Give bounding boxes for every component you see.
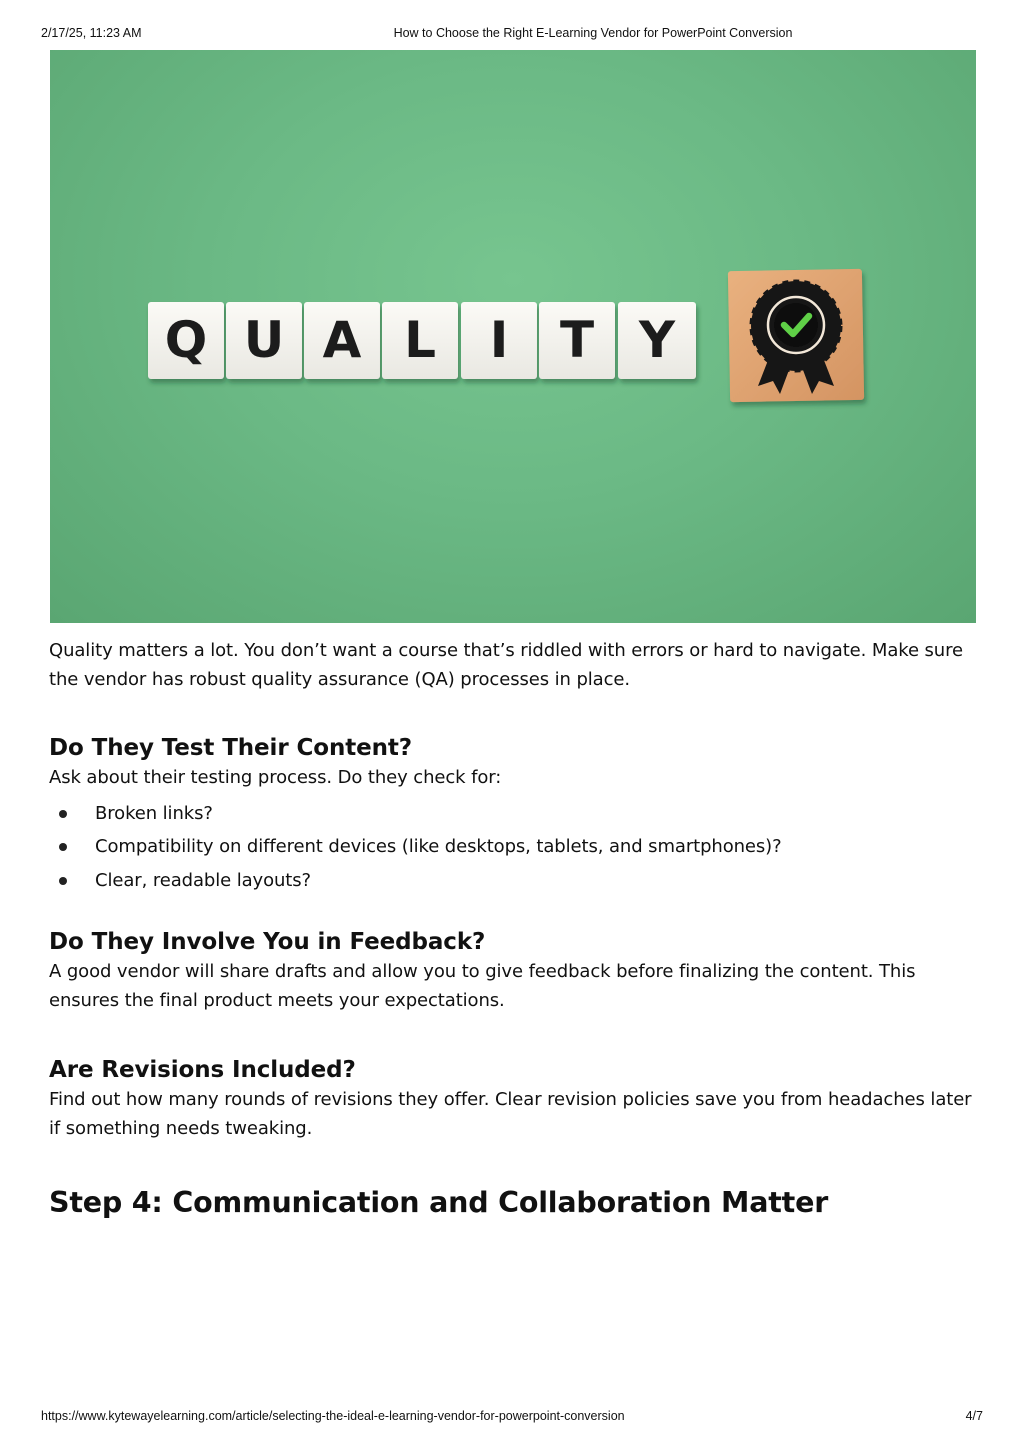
page-number: 4/7: [965, 1409, 983, 1423]
tile-letter: A: [322, 311, 362, 369]
testing-paragraph: Ask about their testing process. Do they check for:: [49, 767, 502, 788]
print-page-title: How to Choose the Right E-Learning Vendor for PowerPoint Conversion: [393, 26, 793, 40]
intro-paragraph: Quality matters a lot. You don’t want a course that’s riddled with errors or hard to navigate. Make sure the vendor has robust quality assurance (QA) processes in place.: [49, 640, 963, 690]
letter-tile-q: [148, 302, 224, 379]
tile-letter: U: [243, 311, 285, 369]
tile-letter: I: [489, 311, 509, 369]
quality-hero-image: [50, 50, 976, 623]
bullet-icon: [59, 810, 67, 818]
list-item-text: Compatibility on different devices (like desktops, tablets, and smartphones)?: [95, 836, 782, 857]
letter-tile-u: [226, 302, 302, 379]
list-item-text: Broken links?: [95, 802, 213, 824]
bullet-icon: [59, 843, 67, 851]
list-item: [49, 797, 977, 831]
letter-tile-y: [618, 302, 696, 379]
page-url: https://www.kytewayelearning.com/article/selecting-the-ideal-e-learning-vendor-for-powerpoint-conversion: [41, 1409, 625, 1423]
testing-checklist: [49, 797, 977, 898]
tile-letter: Q: [164, 311, 208, 369]
print-footer: [0, 1409, 1024, 1425]
feedback-paragraph: A good vendor will share drafts and allow you to give feedback before finalizing the content. This ensures the final product meets your expectations.: [49, 961, 916, 1011]
tile-letter: T: [559, 311, 595, 369]
bullet-icon: [59, 877, 67, 885]
heading-feedback: Do They Involve You in Feedback?: [49, 929, 486, 955]
heading-testing: Do They Test Their Content?: [49, 735, 413, 761]
letter-tile-l: [382, 302, 458, 379]
step-4-heading: Step 4: Communication and Collaboration Matter: [49, 1186, 829, 1219]
letter-tile-i: [461, 302, 537, 379]
letter-tile-t: [539, 302, 615, 379]
tile-letter: L: [404, 311, 436, 369]
letter-tile-a: [304, 302, 380, 379]
list-item: [49, 830, 977, 864]
article-body: [49, 635, 977, 1221]
list-item-text: Clear, readable layouts?: [95, 869, 311, 891]
revisions-paragraph: Find out how many rounds of revisions they offer. Clear revision policies save you from headaches later if something needs tweaking.: [49, 1089, 972, 1139]
print-datetime: 2/17/25, 11:23 AM: [41, 26, 142, 40]
print-header: [0, 26, 1024, 42]
letter-tiles: [148, 302, 696, 379]
award-badge-block: [728, 269, 864, 402]
tile-letter: Y: [638, 311, 676, 369]
list-item: [49, 864, 977, 898]
heading-revisions: Are Revisions Included?: [49, 1057, 356, 1083]
